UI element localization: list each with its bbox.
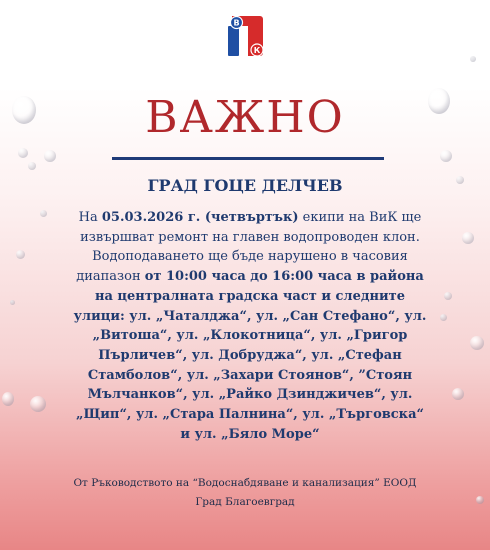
bubble-icon <box>440 314 447 321</box>
page-title: ВАЖНО <box>145 92 345 143</box>
bubble-icon <box>28 162 36 170</box>
bubble-icon <box>30 396 46 412</box>
notice-text-intro: На <box>78 210 102 225</box>
bubble-icon <box>462 232 474 244</box>
notice-body <box>72 208 428 444</box>
bubble-icon <box>440 150 452 162</box>
notice-date: 05.03.2026 г. (четвъртък) <box>101 210 299 225</box>
notice-text-main: екипи на ВиК ще извършват ремонт на главен водопроводен клон. Водоподаването ще бъде нарушено в часовия диапазон <box>76 210 422 285</box>
footer-sender: От Ръководството на “Водоснабдяване и канализация” ЕООД <box>73 477 417 489</box>
logo-letter-k: К <box>253 46 261 55</box>
footer <box>0 474 490 512</box>
bubble-icon <box>10 300 15 305</box>
footer-city: Град Благоевград <box>195 496 295 508</box>
city-heading: ГРАД ГОЦЕ ДЕЛЧЕВ <box>147 176 343 195</box>
bubble-icon <box>18 148 28 158</box>
bubble-icon <box>470 336 484 350</box>
bubble-icon <box>444 292 452 300</box>
logo-letter-v: В <box>233 18 240 28</box>
vik-logo <box>226 14 268 58</box>
bubble-icon <box>2 392 14 406</box>
bubble-icon <box>452 388 464 400</box>
bubble-icon <box>470 56 476 62</box>
bubble-icon <box>40 210 47 217</box>
bubble-icon <box>16 250 25 259</box>
title-divider <box>112 157 384 160</box>
bubble-icon <box>44 150 56 162</box>
notice-time-and-streets: от 10:00 часа до 16:00 часа в района на централната градска част и следните улици: ул. „Чаталджа“, ул. „Сан Стефано“, ул. „Витоша“, ул. „Клокотница“, ул. „Григор Пърличев“, ул. Добруджа“, ул. „Стефан Стамболов“, ул. „Захари Стоянов“, ”Стоян Мълчанков“, ул. „Райко Дзинджичев“, ул. „Щип“, ул. „Стара Палнина“, ул. „Търговска“ и ул. „Бяло Море“ <box>73 269 427 442</box>
